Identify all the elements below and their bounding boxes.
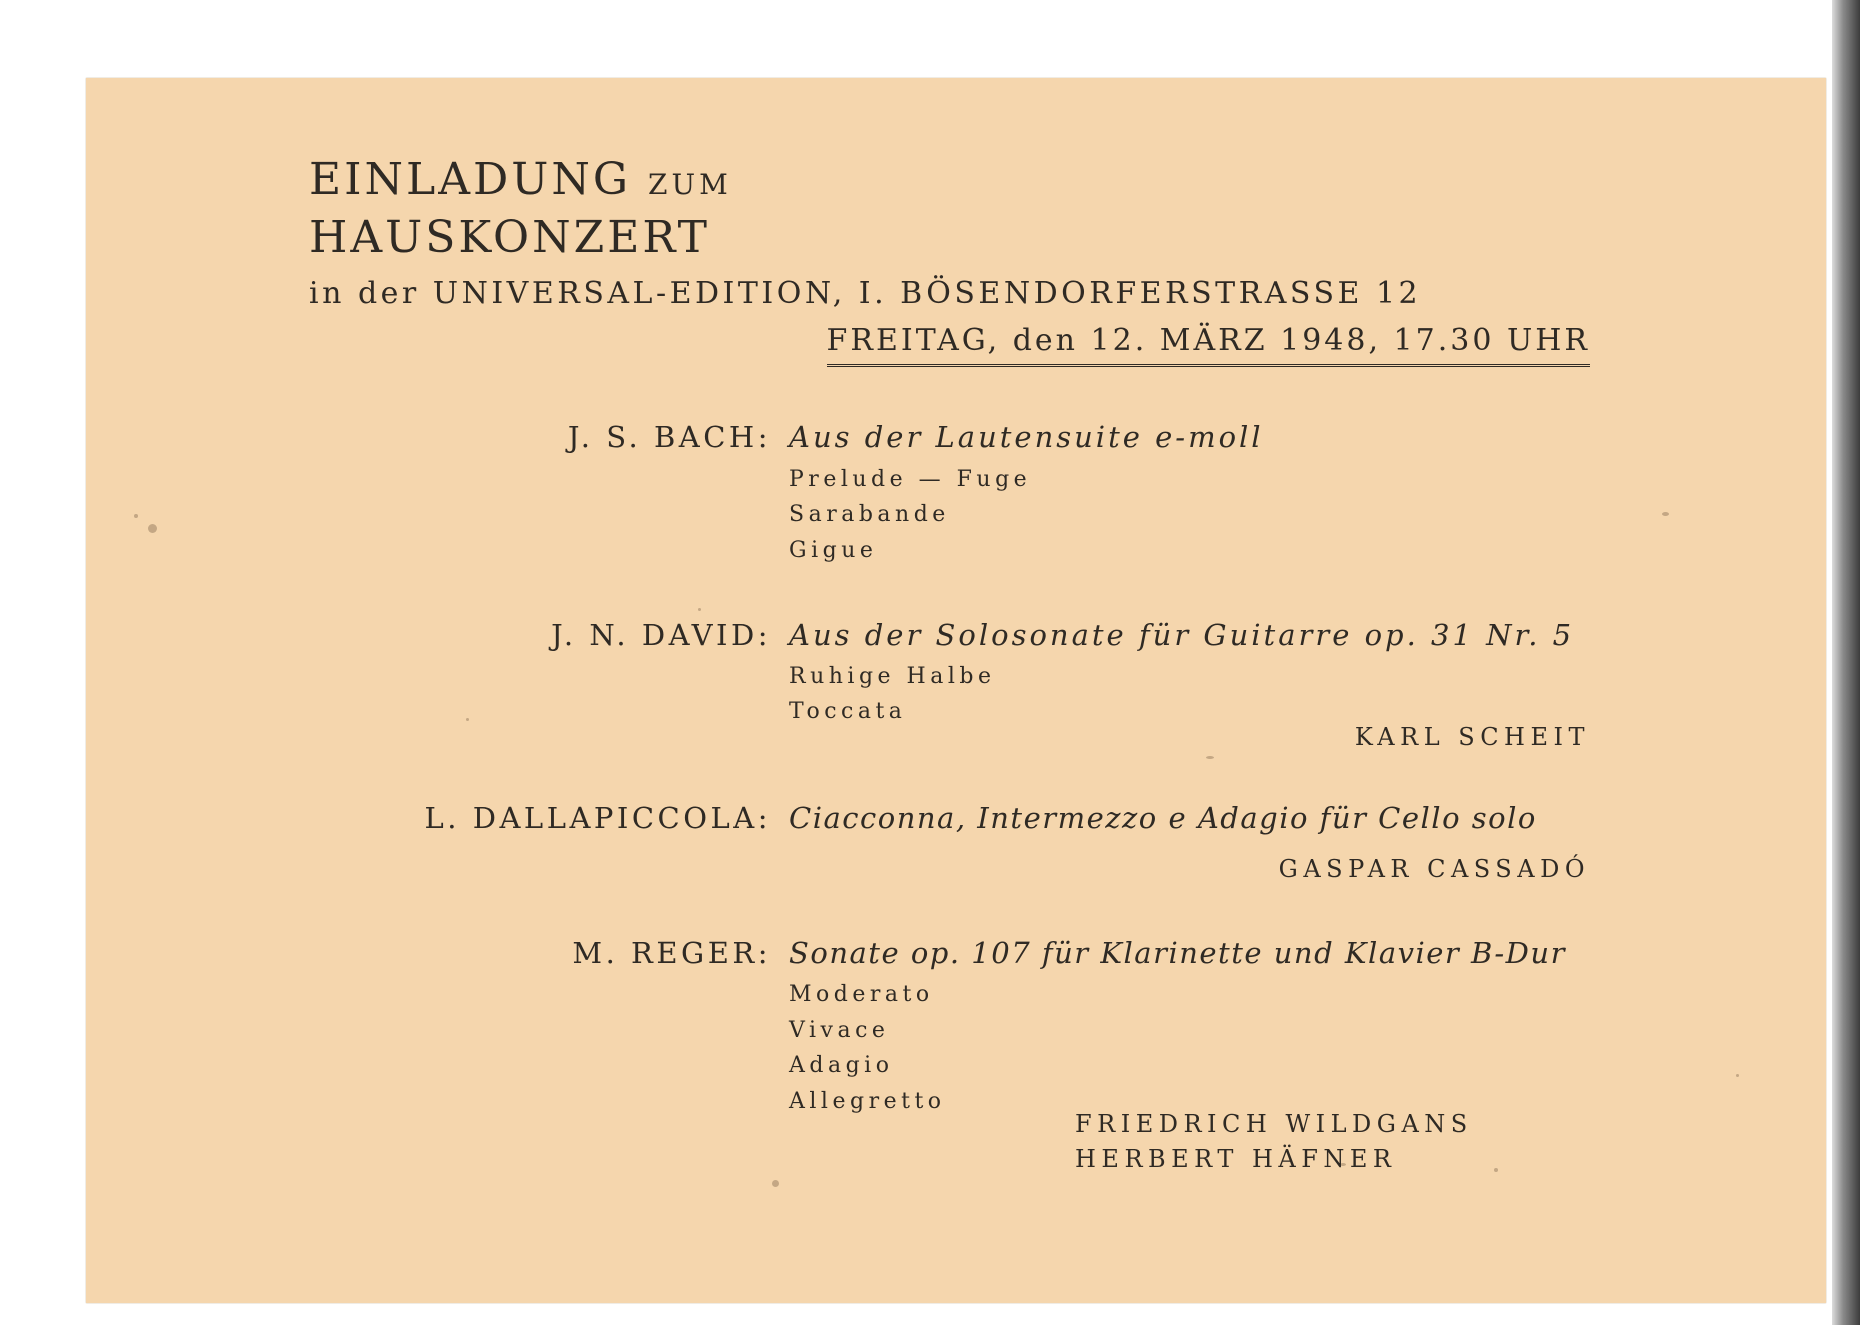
title-main: EINLADUNG <box>309 154 632 205</box>
performer-name: GASPAR CASSADÓ <box>1278 855 1590 883</box>
movement-item: Gigue <box>789 538 878 563</box>
paper-speck <box>148 524 157 533</box>
title-small: ZUM <box>648 168 732 201</box>
paper-speck <box>1206 756 1214 759</box>
paper-speck <box>1736 1074 1739 1077</box>
venue-line: in der UNIVERSAL-EDITION, I. BÖSENDORFERSTRASSE 12 <box>309 276 1422 311</box>
movement-item: Vivace <box>789 1018 890 1043</box>
movement-item: Moderato <box>789 982 934 1007</box>
title-line-1 <box>309 154 732 205</box>
paper-speck <box>698 608 701 611</box>
date-line: FREITAG, den 12. MÄRZ 1948, 17.30 UHR <box>827 323 1590 367</box>
performer-name: HERBERT HÄFNER <box>1075 1145 1397 1173</box>
work-title: Sonate op. 107 für Klarinette und Klavier B-Dur <box>789 936 1566 970</box>
composer-name: J. S. BACH: <box>567 420 771 454</box>
work-title: Aus der Lautensuite e-moll <box>789 420 1264 454</box>
performer-name: FRIEDRICH WILDGANS <box>1075 1110 1473 1138</box>
paper-speck <box>772 1180 779 1187</box>
movement-item: Toccata <box>789 699 907 724</box>
work-title: Aus der Solosonate für Guitarre op. 31 Nr. 5 <box>789 618 1575 652</box>
movement-item: Sarabande <box>789 502 950 527</box>
paper-speck <box>1494 1168 1498 1172</box>
movement-item: Allegretto <box>789 1089 946 1114</box>
composer-name: J. N. DAVID: <box>551 618 771 652</box>
composer-name: L. DALLAPICCOLA: <box>424 801 771 835</box>
performer-name: KARL SCHEIT <box>1354 723 1590 751</box>
composer-name: M. REGER: <box>572 936 771 970</box>
title-line-2: HAUSKONZERT <box>309 212 711 263</box>
paper-speck <box>134 514 138 518</box>
work-title: Ciacconna, Intermezzo e Adagio für Cello solo <box>789 801 1537 835</box>
paper-speck <box>1662 512 1669 516</box>
paper-speck <box>466 718 469 721</box>
movement-item: Ruhige Halbe <box>789 664 996 689</box>
scan-edge-shadow <box>1832 0 1860 1325</box>
invitation-card <box>86 78 1826 1303</box>
movement-item: Adagio <box>789 1053 894 1078</box>
movement-item: Prelude — Fuge <box>789 467 1032 492</box>
